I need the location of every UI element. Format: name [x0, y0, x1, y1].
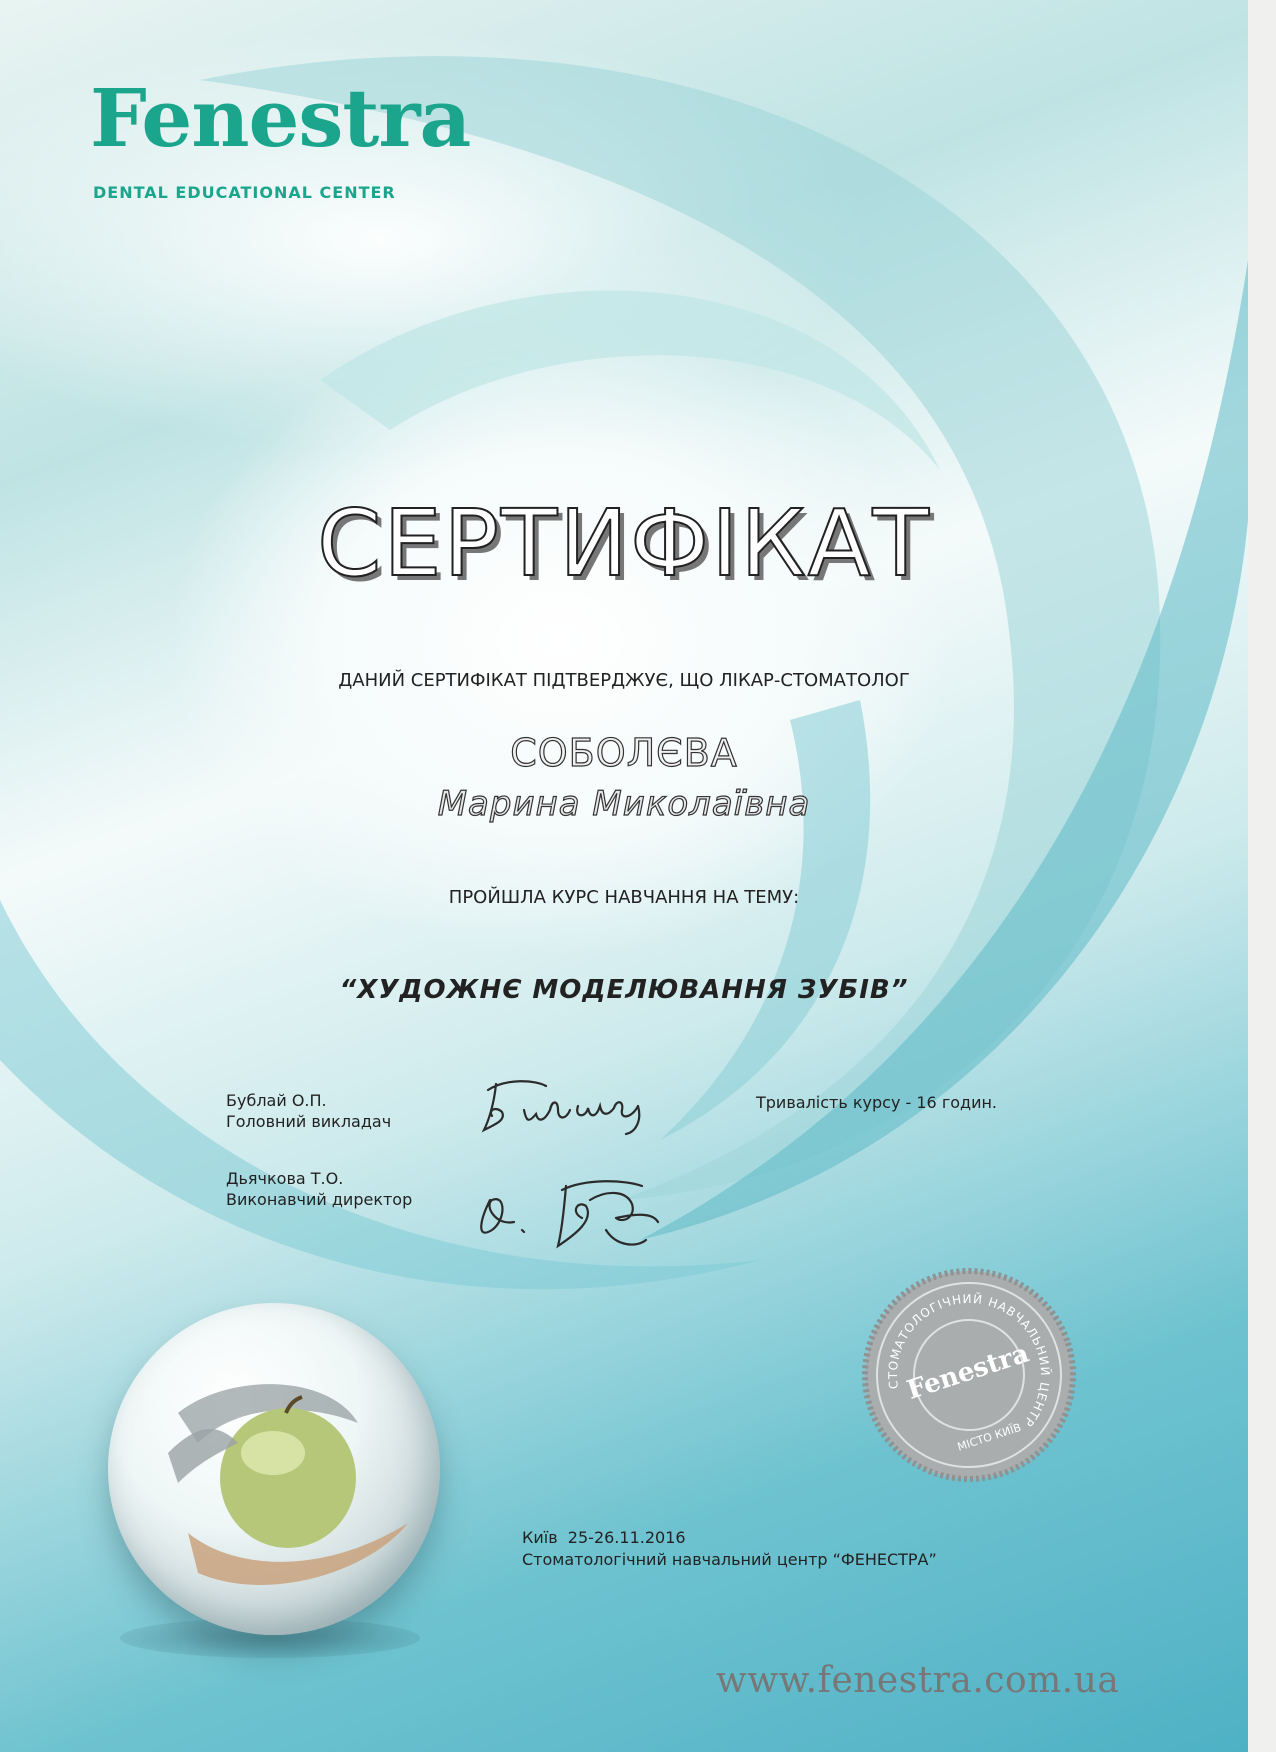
- signatory-1-role: Головний викладач: [226, 1112, 392, 1131]
- certificate-title: СЕРТИФІКАТ: [317, 490, 931, 597]
- intro-text: ДАНИЙ СЕРТИФІКАТ ПІДТВЕРДЖУЄ, ЩО ЛІКАР-СТОМАТОЛОГ: [338, 670, 910, 691]
- seal-bottom-text: МІСТО КИЇВ: [955, 1420, 1023, 1454]
- signatory-1: [226, 1090, 391, 1132]
- logo-wordmark: Fenestra: [90, 71, 471, 165]
- signatory-2-role: Виконавчий директор: [226, 1190, 413, 1209]
- recipient-surname: СОБОЛЄВА: [510, 731, 738, 775]
- signatory-1-name: Бублай О.П.: [226, 1091, 327, 1110]
- center-seal: [862, 1268, 1076, 1482]
- recipient-given-names: Марина Миколаївна: [437, 784, 811, 824]
- apple-in-hands-illustration: [108, 1303, 440, 1635]
- signature-2: [466, 1160, 686, 1260]
- course-intro-text: ПРОЙШЛА КУРС НАВЧАННЯ НА ТЕМУ:: [448, 887, 800, 908]
- website-address: www.fenestra.com.ua: [716, 1660, 1120, 1701]
- issuer-name: Стоматологічний навчальний центр “ФЕНЕСТРА”: [522, 1550, 937, 1569]
- place-and-date: Київ 25-26.11.2016: [522, 1528, 686, 1547]
- seal-center-text: Fenestra: [903, 1338, 1033, 1406]
- issue-info: [522, 1527, 937, 1571]
- signatory-2-name: Дьячкова Т.О.: [226, 1169, 344, 1188]
- seal-ring-text: СТОМАТОЛОГІЧНИЙ НАВЧАЛЬНИЙ ЦЕНТР: [885, 1291, 1053, 1430]
- course-topic: “ХУДОЖНЄ МОДЕЛЮВАННЯ ЗУБІВ”: [339, 975, 909, 1005]
- course-duration: Тривалість курсу - 16 годин.: [756, 1093, 998, 1112]
- signature-1: [466, 1070, 666, 1145]
- scan-edge: [1248, 0, 1276, 1752]
- logo-subtitle: DENTAL EDUCATIONAL CENTER: [93, 183, 396, 202]
- signatory-2: [226, 1168, 412, 1210]
- glass-globe-image: [108, 1303, 440, 1635]
